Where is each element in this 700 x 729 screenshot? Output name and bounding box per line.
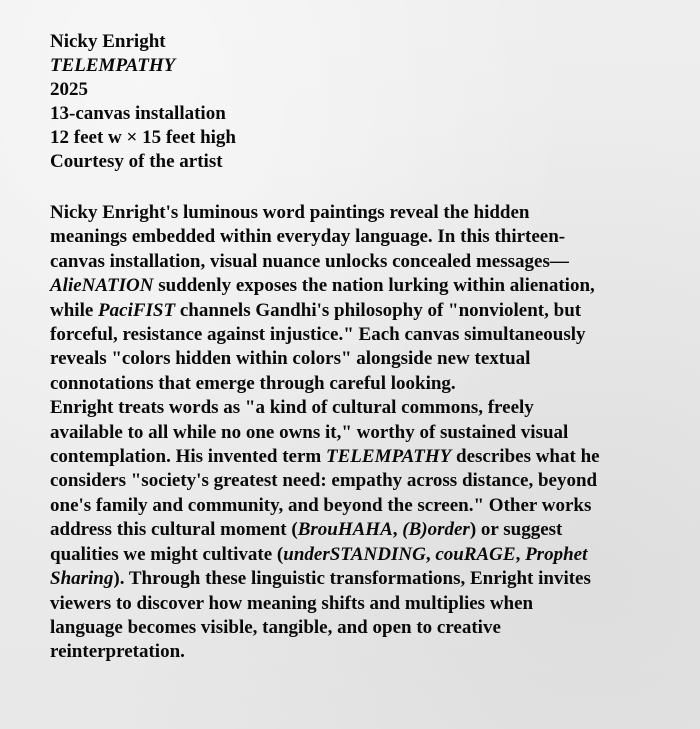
description-paragraph-2 [50,396,680,664]
text-line: language becomes visible, tangible, and open to creative [50,616,501,638]
text-line: contemplation. His invented term TELEMPATHY describes what he [50,446,600,468]
text-line: Nicky Enright's luminous word paintings reveal the hidden [50,202,530,223]
text-line: while PaciFIST channels Gandhi's philosophy of "nonviolent, but [50,299,582,321]
text-line: AlieNATION suddenly exposes the nation lurking within alienation, [50,275,595,297]
description-paragraph-1 [50,201,680,396]
label-description [50,201,680,665]
work-title-courage: couRAGE [435,543,516,565]
text-line: canvas installation, visual nuance unlocks concealed messages— [50,250,569,272]
work-title-understanding: underSTANDING [283,543,426,565]
text-line: one's family and community, and beyond the screen." Other works [50,494,592,516]
text-line: forceful, resistance against injustice." Each canvas simultaneously [50,324,586,346]
text-line: Enright treats words as "a kind of cultural commons, freely [50,397,534,419]
artwork-title: TELEMPATHY [50,55,176,76]
work-title-telempathy: TELEMPATHY [326,446,452,468]
text-line: viewers to discover how meaning shifts and multiplies when [50,592,534,614]
work-title-sharing: Sharing [50,568,114,590]
artwork-credit: Courtesy of the artist [50,151,223,172]
text-line: available to all while no one owns it," worthy of sustained visual [50,421,569,443]
artist-name: Nicky Enright [50,31,166,52]
work-title-prophet: Prophet [525,543,588,565]
artwork-metadata [50,30,680,174]
text-line: considers "society's greatest need: empathy across distance, beyond [50,470,598,492]
artwork-dimensions: 12 feet w × 15 feet high [50,127,237,148]
text-line: meanings embedded within everyday language. In this thirteen- [50,226,566,248]
text-line: reveals "colors hidden within colors" alongside new textual [50,348,531,370]
text-line: qualities we might cultivate (underSTANDING, couRAGE, Prophet [50,543,588,565]
work-title-pacifist: PaciFIST [98,299,176,321]
work-title-border: (B)order [402,519,470,541]
text-line: connotations that emerge through careful looking. [50,372,456,394]
artwork-year: 2025 [50,79,88,100]
artwork-medium: 13-canvas installation [50,103,226,124]
work-title-alienation: AlieNATION [50,275,154,297]
text-line: Sharing). Through these linguistic transformations, Enright invites [50,568,591,590]
wall-label [50,30,680,665]
work-title-brouhaha: BrouHAHA [297,519,393,541]
text-line: address this cultural moment (BrouHAHA, (B)order) or suggest [50,519,563,541]
text-line: reinterpretation. [50,641,185,663]
